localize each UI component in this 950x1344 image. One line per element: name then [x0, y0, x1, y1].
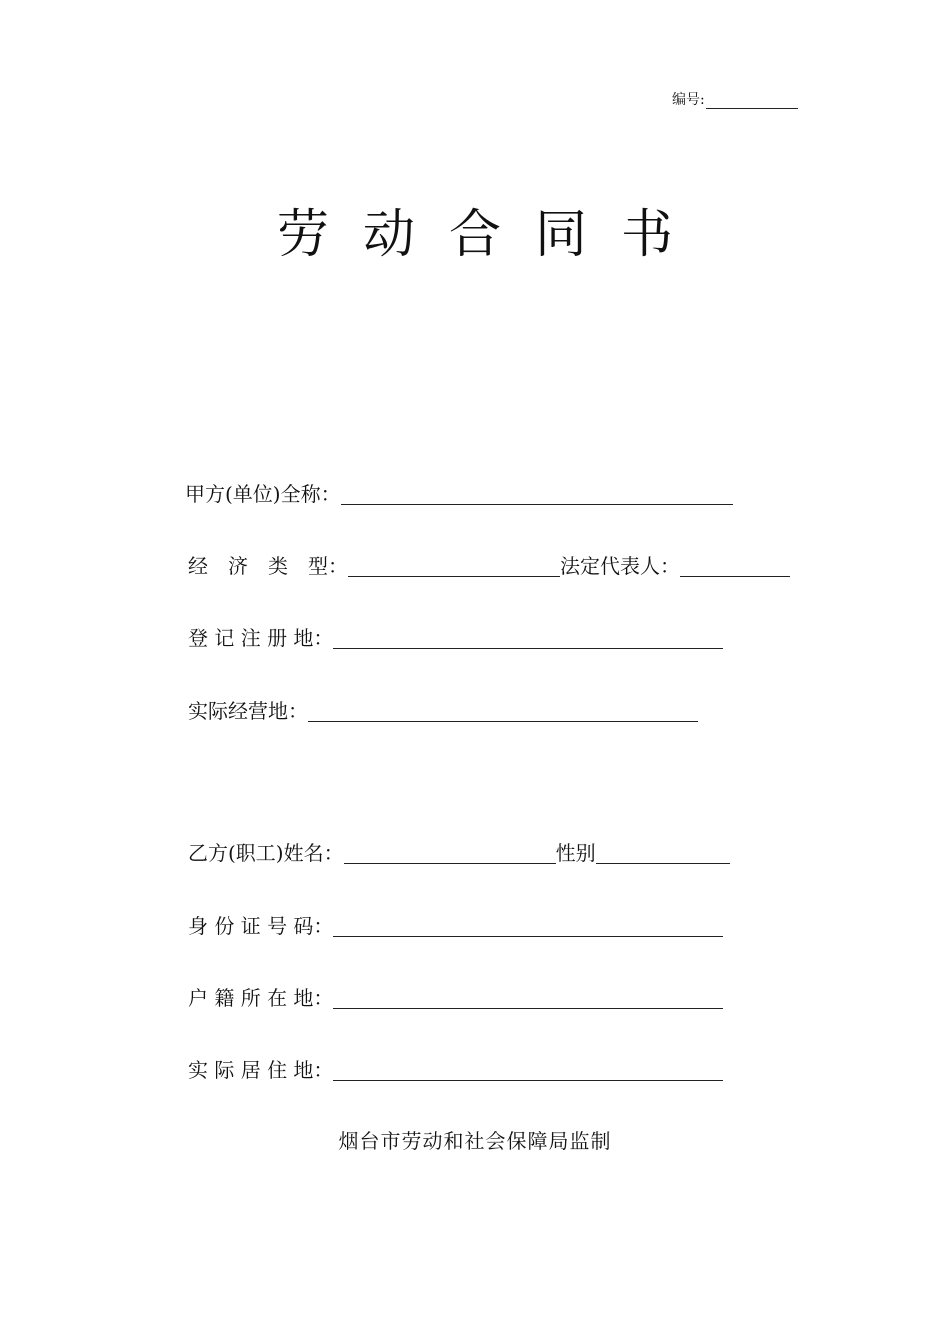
party-b-name-field[interactable]	[344, 841, 556, 864]
registered-address-label: 登 记 注 册 地：	[188, 626, 334, 650]
id-number-label: 身 份 证 号 码：	[188, 914, 334, 938]
residence-label: 实 际 居 住 地：	[188, 1058, 334, 1082]
legal-representative-field[interactable]	[680, 554, 790, 577]
registered-address-row	[188, 623, 723, 653]
household-registration-row	[188, 983, 723, 1013]
party-a-full-name-label: 甲方(单位)全称：	[185, 482, 341, 506]
economic-type-field[interactable]	[348, 554, 560, 577]
economic-type-label: 经 济 类 型：	[188, 554, 348, 578]
document-title: 劳动合同书	[276, 205, 707, 265]
household-registration-field[interactable]	[333, 986, 723, 1009]
residence-field[interactable]	[333, 1058, 723, 1081]
party-a-type-row	[188, 551, 790, 581]
gender-field[interactable]	[596, 841, 730, 864]
household-registration-label: 户 籍 所 在 地：	[188, 986, 334, 1010]
id-number-row	[188, 911, 723, 941]
registered-address-field[interactable]	[333, 626, 723, 649]
id-number-field[interactable]	[333, 914, 723, 937]
party-b-name-label: 乙方(职工)姓名：	[188, 841, 344, 865]
residence-row	[188, 1055, 723, 1085]
business-address-row	[188, 696, 698, 726]
legal-representative-label: 法定代表人：	[560, 554, 680, 578]
party-a-full-name-row	[185, 479, 733, 509]
issuer-footer: 烟台市劳动和社会保障局监制	[338, 1129, 612, 1153]
gender-label: 性别	[555, 841, 596, 865]
business-address-label: 实际经营地：	[188, 699, 308, 723]
document-number	[672, 89, 798, 109]
business-address-field[interactable]	[308, 699, 698, 722]
party-a-full-name-field[interactable]	[341, 482, 733, 505]
party-b-name-row	[188, 838, 730, 868]
document-number-field[interactable]	[706, 94, 798, 109]
document-number-label: 编号:	[672, 92, 705, 108]
